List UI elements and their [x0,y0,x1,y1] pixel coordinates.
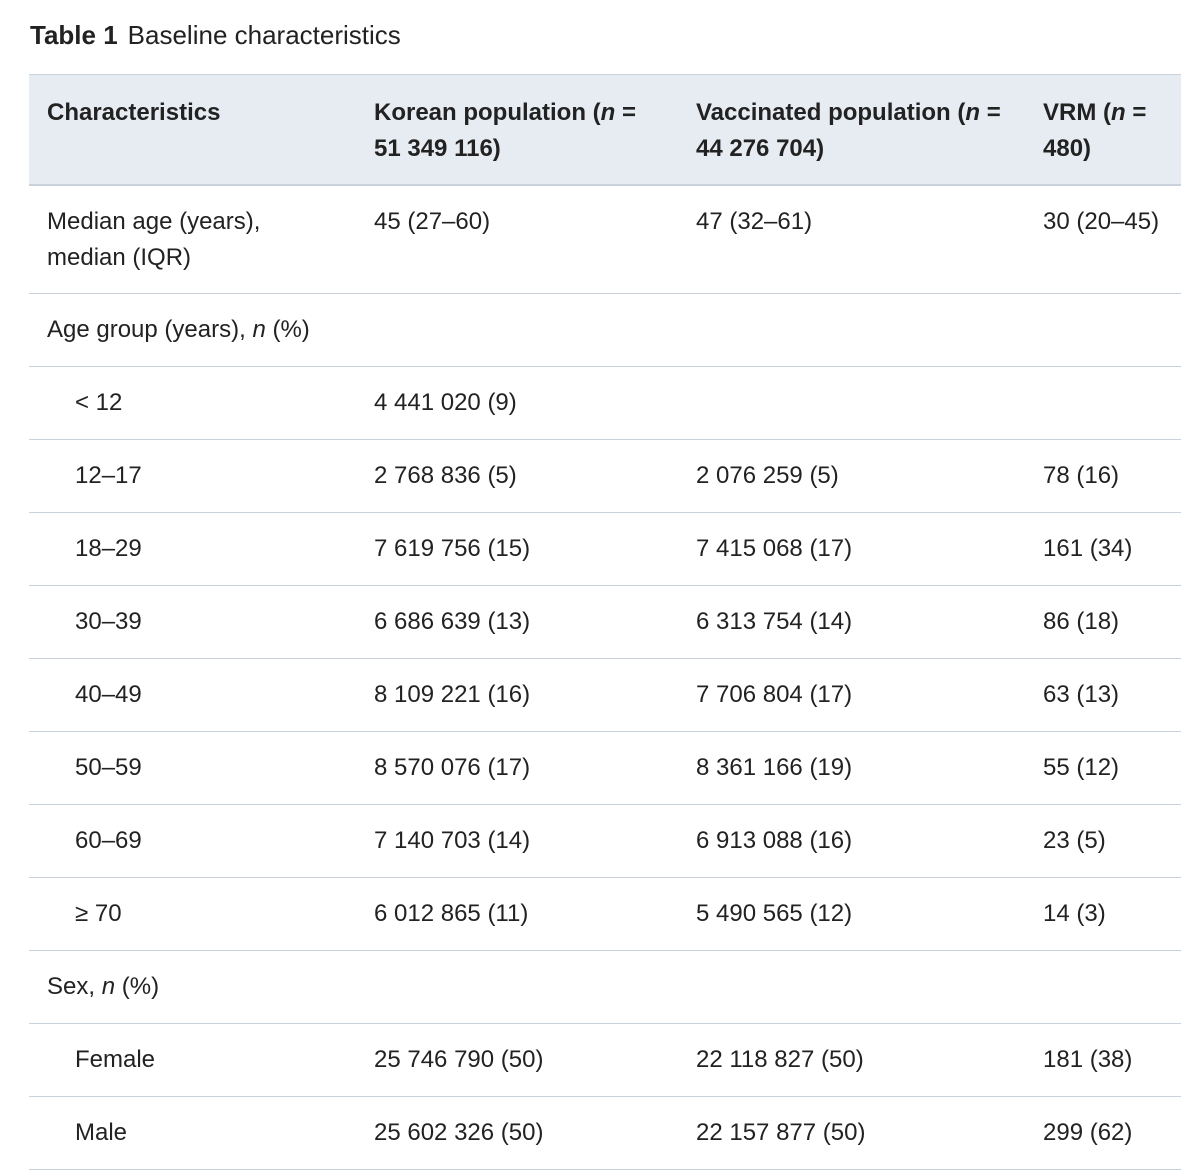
table-number: Table 1 [30,20,118,50]
header-korean-population: Korean population (n = 51 349 116) [356,75,678,185]
table-row [29,1097,1181,1170]
median-age-vrm: 30 (20–45) [1025,185,1181,294]
table-row [29,440,1181,513]
vaccinated-value: 6 913 088 (16) [678,805,1025,878]
header-characteristics: Characteristics [29,75,356,185]
vrm-value: 23 (5) [1025,805,1181,878]
korean-value: 4 441 020 (9) [356,367,678,440]
row-label: 18–29 [29,513,356,586]
median-age-vaccinated: 47 (32–61) [678,185,1025,294]
korean-value: 7 619 756 (15) [356,513,678,586]
vaccinated-value [678,367,1025,440]
vaccinated-value: 6 313 754 (14) [678,586,1025,659]
vaccinated-value: 5 490 565 (12) [678,878,1025,951]
table-header-row [29,75,1181,185]
median-age-label: Median age (years), median (IQR) [29,185,356,294]
table-row [29,805,1181,878]
row-label: 30–39 [29,586,356,659]
header-vrm: VRM (n = 480) [1025,75,1181,185]
table-title: Baseline characteristics [127,20,401,50]
age-group-heading: Age group (years), n (%) [29,294,1181,367]
row-label: Female [29,1024,356,1097]
row-label: Male [29,1097,356,1170]
row-label: < 12 [29,367,356,440]
table-row-age-group-heading [29,294,1181,367]
table-row [29,367,1181,440]
vaccinated-value: 7 706 804 (17) [678,659,1025,732]
korean-value: 7 140 703 (14) [356,805,678,878]
vaccinated-value: 7 415 068 (17) [678,513,1025,586]
vrm-value [1025,367,1181,440]
korean-value: 2 768 836 (5) [356,440,678,513]
table-caption [30,18,401,52]
korean-value: 8 109 221 (16) [356,659,678,732]
median-age-korean: 45 (27–60) [356,185,678,294]
vaccinated-value: 22 118 827 (50) [678,1024,1025,1097]
sex-heading: Sex, n (%) [29,951,1181,1024]
vaccinated-value: 2 076 259 (5) [678,440,1025,513]
table-row [29,732,1181,805]
table-row [29,586,1181,659]
vrm-value: 299 (62) [1025,1097,1181,1170]
korean-value: 25 746 790 (50) [356,1024,678,1097]
vaccinated-value: 22 157 877 (50) [678,1097,1025,1170]
header-vaccinated-population: Vaccinated population (n = 44 276 704) [678,75,1025,185]
vrm-value: 86 (18) [1025,586,1181,659]
baseline-characteristics-table [29,74,1181,1170]
vaccinated-value: 8 361 166 (19) [678,732,1025,805]
row-label: ≥ 70 [29,878,356,951]
korean-value: 6 686 639 (13) [356,586,678,659]
table-row [29,878,1181,951]
vrm-value: 14 (3) [1025,878,1181,951]
table-row-sex-heading [29,951,1181,1024]
vrm-value: 161 (34) [1025,513,1181,586]
korean-value: 8 570 076 (17) [356,732,678,805]
table-row [29,1024,1181,1097]
row-label: 12–17 [29,440,356,513]
vrm-value: 63 (13) [1025,659,1181,732]
vrm-value: 55 (12) [1025,732,1181,805]
table-row [29,659,1181,732]
vrm-value: 181 (38) [1025,1024,1181,1097]
korean-value: 6 012 865 (11) [356,878,678,951]
table-row-median-age [29,185,1181,294]
vrm-value: 78 (16) [1025,440,1181,513]
row-label: 50–59 [29,732,356,805]
row-label: 60–69 [29,805,356,878]
row-label: 40–49 [29,659,356,732]
korean-value: 25 602 326 (50) [356,1097,678,1170]
table-row [29,513,1181,586]
